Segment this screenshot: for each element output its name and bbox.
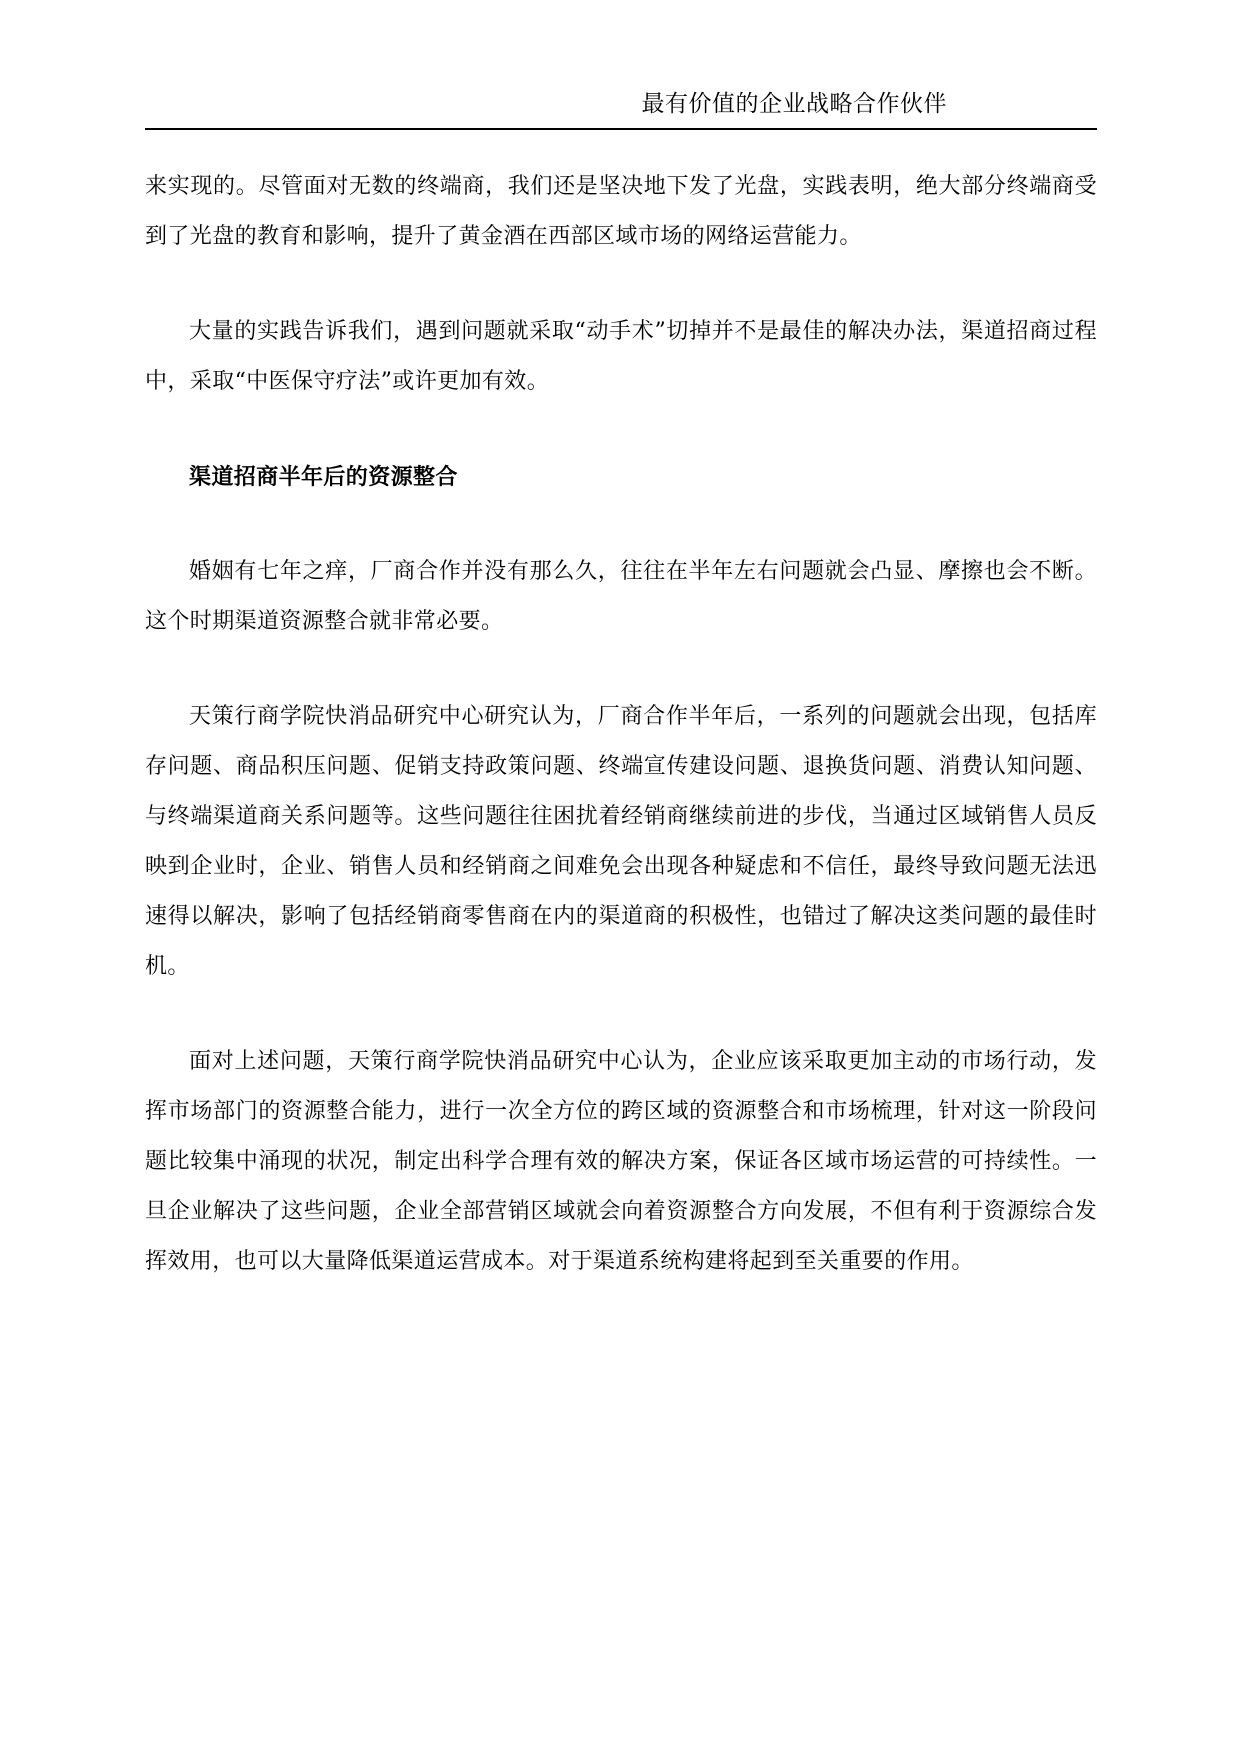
paragraph-continuation: 来实现的。尽管面对无数的终端商，我们还是坚决地下发了光盘，实践表明，绝大部分终端商受到了光盘的教育和影响，提升了黄金酒在西部区域市场的网络运营能力。	[145, 174, 1097, 249]
page-header	[145, 80, 1097, 130]
paragraph-solution: 面对上述问题，天策行商学院快消品研究中心认为，企业应该采取更加主动的市场行动，发挥市场部门的资源整合能力，进行一次全方位的跨区域的资源整合和市场梳理，针对这一阶段问题比较集中涌现的状况，制定出科学合理有效的解决方案，保证各区域市场运营的可持续性。一旦企业解决了这些问题，企业全部营销区域就会向着资源整合方向发展，不但有利于资源综合发挥效用，也可以大量降低渠道运营成本。对于渠道系统构建将起到至关重要的作用。	[145, 1049, 1097, 1274]
section-heading: 渠道招商半年后的资源整合	[189, 464, 458, 490]
header-title: 最有价值的企业战略合作伙伴	[641, 91, 947, 117]
paragraph-research: 天策行商学院快消品研究中心研究认为，厂商合作半年后，一系列的问题就会出现，包括库存问题、商品积压问题、促销支持政策问题、终端宣传建设问题、退换货问题、消费认知问题、与终端渠道商关系问题等。这些问题往往困扰着经销商继续前进的步伐，当通过区域销售人员反映到企业时，企业、销售人员和经销商之间难免会出现各种疑虑和不信任，最终导致问题无法迅速得以解决，影响了包括经销商零售商在内的渠道商的积极性，也错过了解决这类问题的最佳时机。	[145, 704, 1097, 979]
document-body	[145, 162, 1097, 1332]
paragraph-practice: 大量的实践告诉我们，遇到问题就采取“动手术”切掉并不是最佳的解决办法，渠道招商过程中，采取“中医保守疗法”或许更加有效。	[145, 319, 1097, 394]
paragraph-marriage: 婚姻有七年之痒，厂商合作并没有那么久，往往在半年左右问题就会凸显、摩擦也会不断。这个时期渠道资源整合就非常必要。	[145, 559, 1097, 634]
